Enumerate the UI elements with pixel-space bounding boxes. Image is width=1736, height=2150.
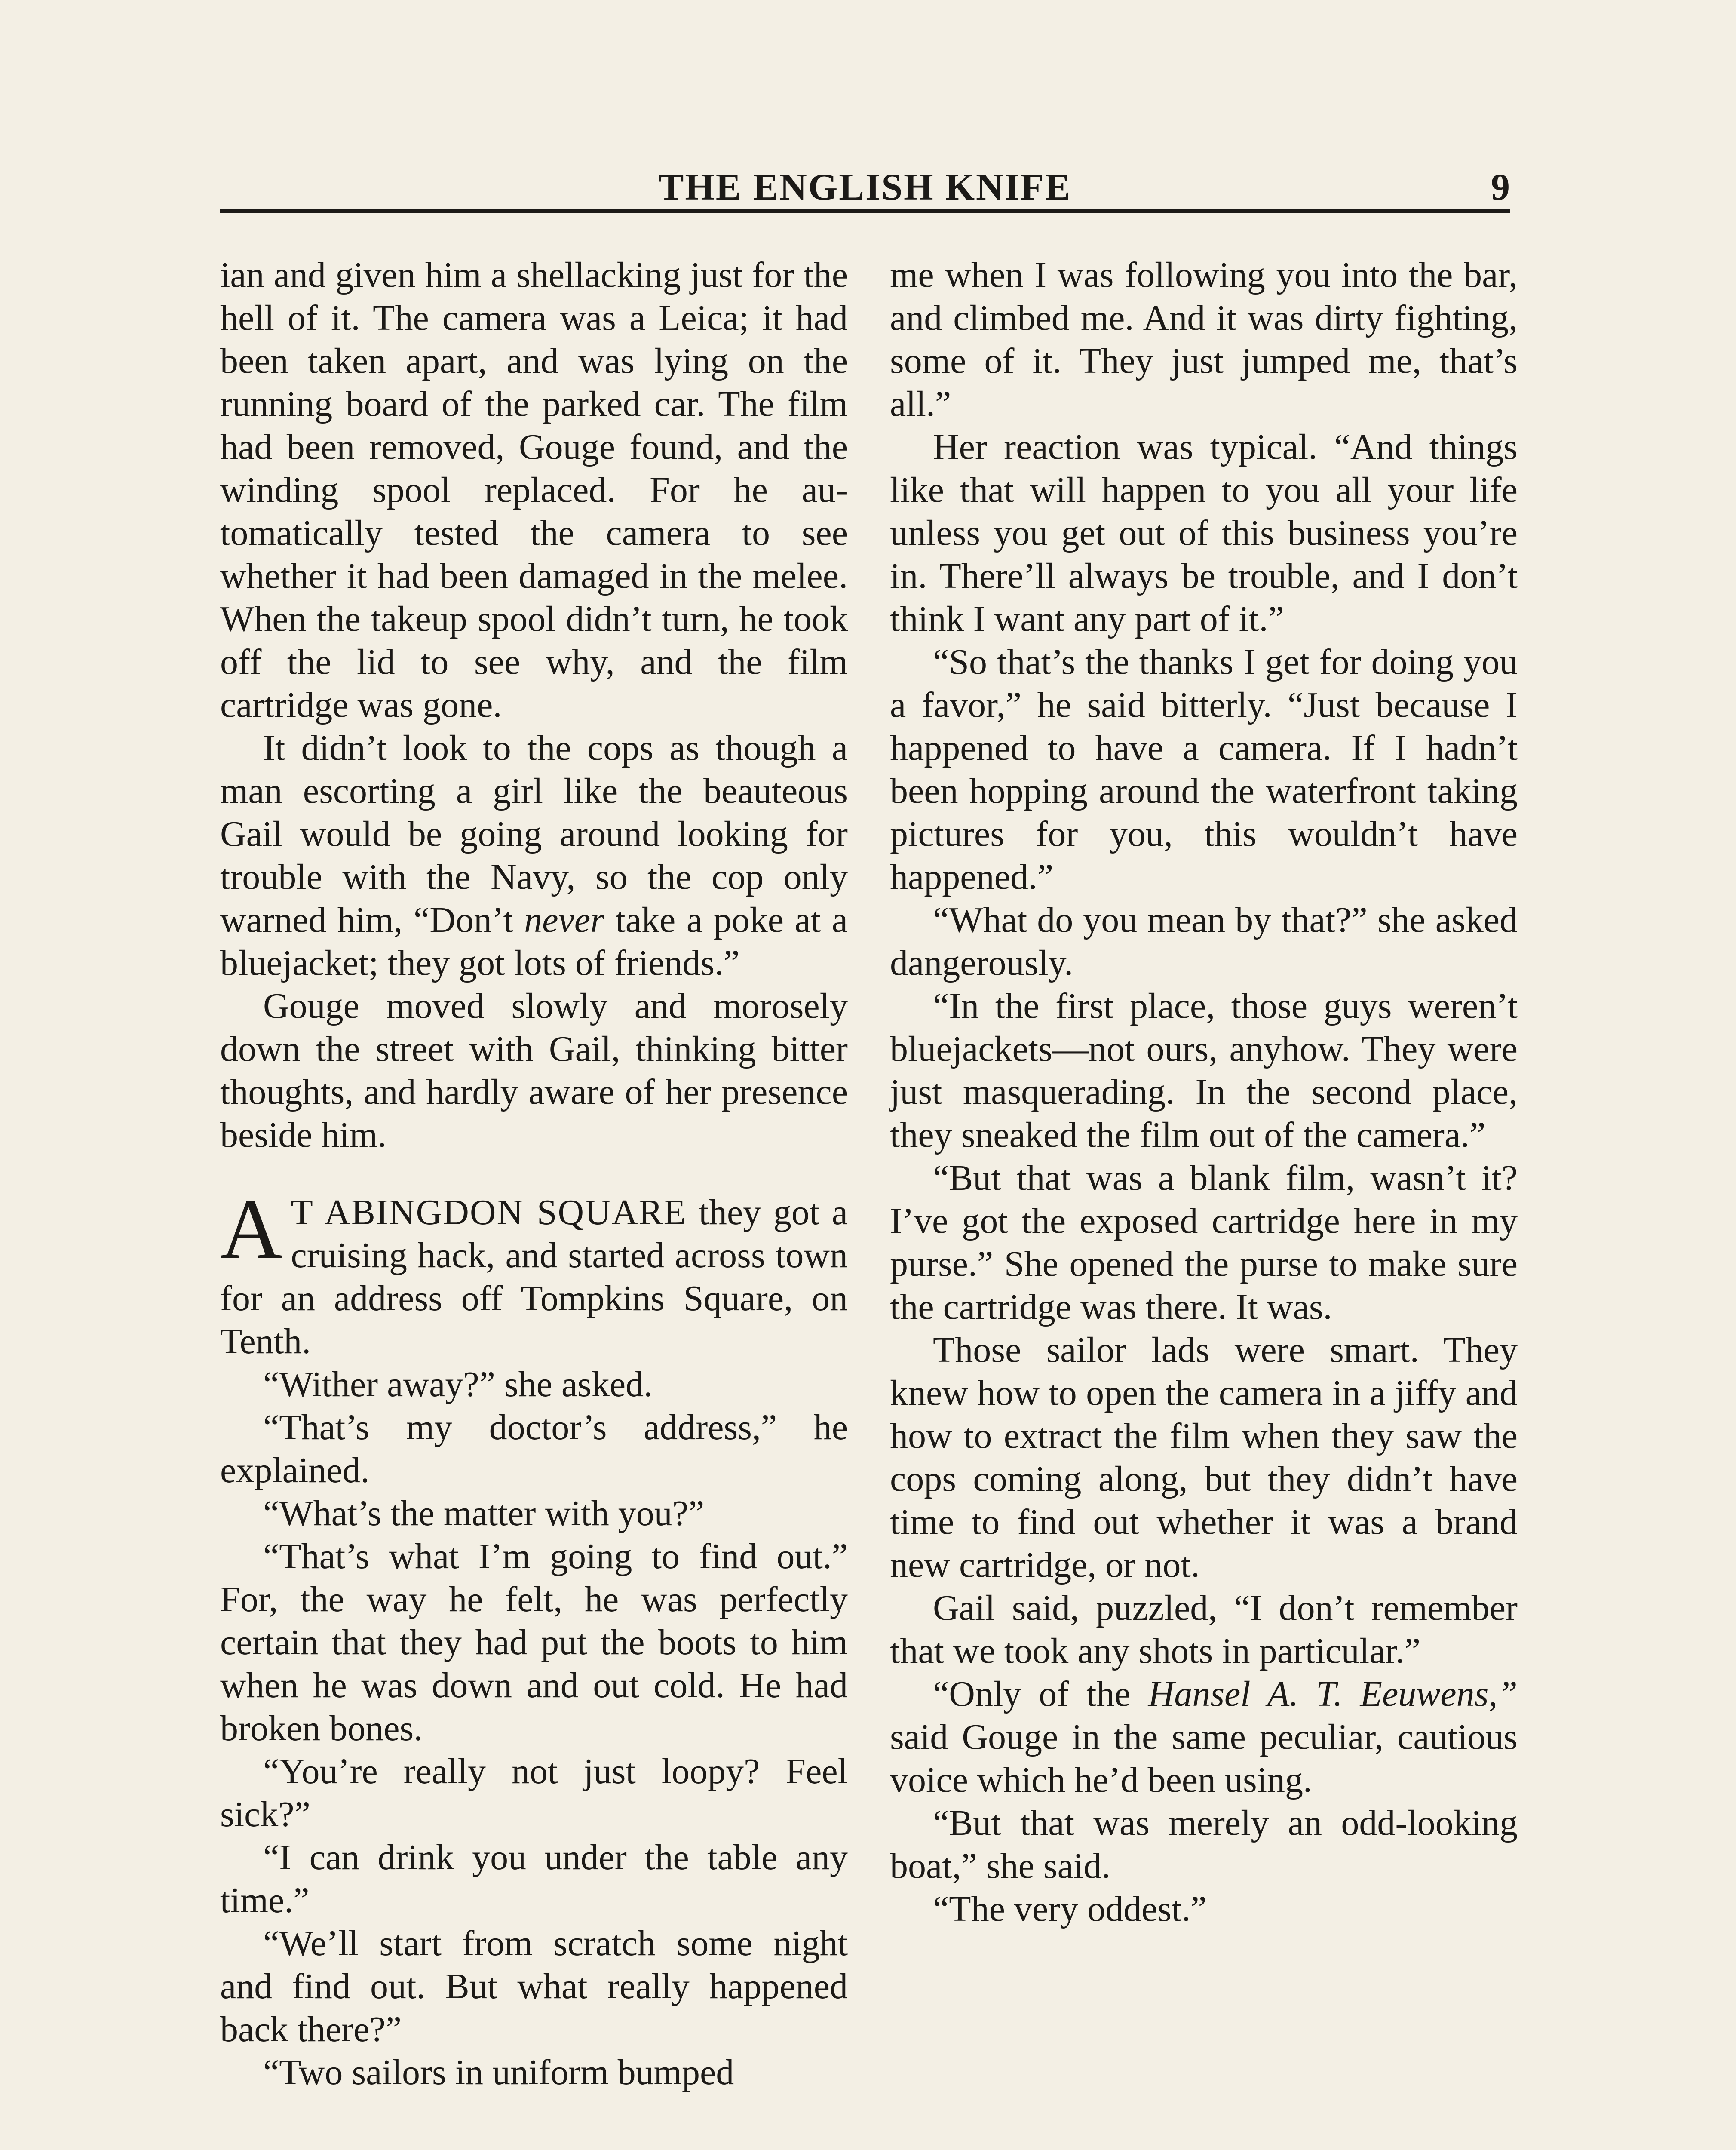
paragraph: Those sailor lads were smart. They knew how to open the camera in a jiffy and how to extract the film when they saw the cops coming along, but they didn’t have time to find out whether it was a brand new cartridge, or not. [890,1330,1518,1585]
header-rule [220,209,1510,213]
running-title: THE ENGLISH KNIFE [658,166,1072,208]
quote-close: take a poke at a bluejacket; they got lots of friends.” [220,900,848,983]
left-column [220,254,848,2094]
italic-word: never [524,900,604,940]
paragraph: “But that was merely an odd-looking boat,” she said. [890,1803,1518,1886]
section-lead-text: they got a cruising hack, and started across town for an address off Tompkins Square, on Tenth. [220,1192,848,1361]
paragraph-text: It didn’t look to the cops as though a man escorting a girl like the beauteous Gail would be going around looking for trouble with the Navy, so the cop only warned him, [220,728,848,940]
paragraph: “But that was a blank film, wasn’t it? I’ve got the exposed cartridge here in my purse.” She opened the purse to make sure the cartridge was there. It was. [890,1158,1518,1327]
paragraph-text: “Only of the [933,1674,1148,1714]
paragraph: “In the first place, those guys weren’t bluejackets—not ours, anyhow. They were just masquerading. In the second place, they sneaked the film out of the camera.” [890,986,1518,1155]
paragraph: “I can drink you under the table any time.” [220,1837,848,1920]
section-opening [220,1182,848,1363]
paragraph: Gail said, puzzled, “I don’t remember that we took any shots in particular.” [890,1588,1518,1671]
paragraph: “That’s what I’m going to find out.” For, the way he felt, he was perfectly certain that they had put the boots to him when he was down and out cold. He had broken bones. [220,1536,848,1748]
quote-open: “Don’t [414,900,524,940]
paragraph: “You’re really not just loopy? Feel sick?” [220,1751,848,1834]
paragraph: Her reaction was typical. “And things like that will happen to you all your life unless you get out of this business you’re in. There’ll always be trouble, and I don’t think I want any part of it.” [890,427,1518,639]
drop-cap: A [220,1182,282,1277]
paragraph [220,727,848,985]
paragraph: “The very oddest.” [933,1889,1207,1929]
running-header [220,166,1510,213]
paragraph: “Wither away?” she asked. [263,1364,653,1404]
paragraph: “That’s my doctor’s address,” he explained. [220,1407,848,1490]
section-lead-caps: T ABINGDON SQUARE [291,1192,687,1232]
paragraph: “We’ll start from scratch some night and find out. But what really happened back there?” [220,1923,848,2049]
page-number: 9 [1491,166,1510,208]
paragraph [890,1673,1518,1802]
paragraph: Gouge moved slowly and morosely down the street with Gail, thinking bitter thoughts, and hardly aware of her presence beside him. [220,986,848,1155]
paragraph-text: said Gouge in the same peculiar, cautious voice which he’d been using. [890,1717,1518,1800]
right-column [890,254,1518,1931]
paragraph: me when I was following you into the bar, and climbed me. And it was dirty fighting, some of it. They just jumped me, that’s all.” [890,255,1518,424]
paragraph: “What do you mean by that?” she asked dangerously. [890,900,1518,983]
ship-name: Hansel A. T. Eeuwens,” [1148,1674,1518,1714]
paragraph: “What’s the matter with you?” [263,1493,705,1533]
paragraph: ian and given him a shellacking just for the hell of it. The camera was a Leica; it had been taken apart, and was lying on the running board of the parked car. The film had been removed, Gouge found, and the winding spool replaced. For he automatically tested the camera to see whether it had been damaged in the melee. When the takeup spool didn’t turn, he took off the lid to see why, and the film cartridge was gone. [220,255,848,725]
paragraph: “So that’s the thanks I get for doing you a favor,” he said bitterly. “Just because I happened to have a camera. If I hadn’t been hopping around the waterfront taking pictures for you, this wouldn’t have happened.” [890,642,1518,897]
paragraph: “Two sailors in uniform bumped [263,2052,734,2092]
